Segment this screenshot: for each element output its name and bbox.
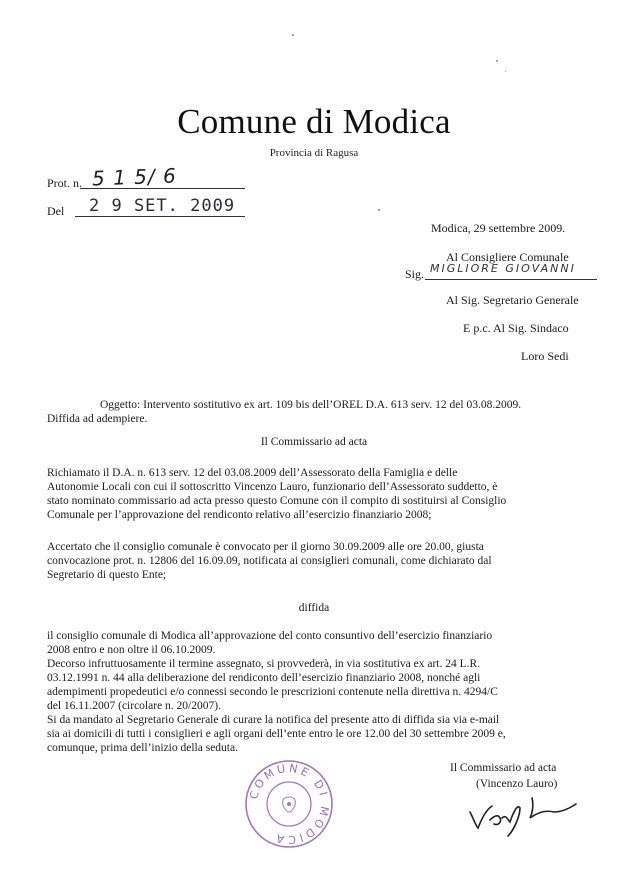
sig-label: Sig.: [405, 267, 425, 281]
oggetto-line: Oggetto: Intervento sostitutivo ex art. 109 bis dell’OREL D.A. 613 serv. 12 del 03.08.2009.: [100, 399, 522, 411]
paragraph-diffida: [47, 629, 587, 755]
text-line: 03.12.1991 n. 44 alla deliberazione del rendiconto dell’esercizio finanziario 2008, nonché agli: [47, 672, 481, 684]
text-line: stato nominato commissario ad acta presso questo Comune con il compito di sostituirsi al Consiglio: [47, 495, 507, 507]
text-line: Accertato che il consiglio comunale è convocato per il giorno 30.09.2009 alle ore 20.00, giusta: [47, 541, 484, 553]
text-line: Autonomie Locali con cui il sottoscritto Vincenzo Lauro, funzionario dell’Assessorato suddetto, è: [47, 481, 498, 493]
text-line: adempimenti propedeutici e/o connessi secondo le prescrizioni contenute nella direttiva n. 4294/C: [47, 686, 498, 698]
signature-name: (Vincenzo Lauro): [476, 778, 558, 790]
scan-speck: [496, 60, 498, 62]
recipient-sindaco: E p.c. Al Sig. Sindaco: [463, 321, 569, 335]
scan-speck: [378, 209, 380, 211]
recipient-consigliere: Al Consigliere Comunale: [446, 250, 569, 264]
recipient-segretario: Al Sig. Segretario Generale: [446, 293, 579, 307]
text-line: Decorso infruttuosamente il termine assegnato, si provvederà, in via sostitutiva ex art. 24 L.R.: [47, 658, 481, 670]
scan-speck: [292, 34, 294, 36]
text-line: il consiglio comunale di Modica all’approvazione del conto consuntivo dell’esercizio finanziario: [47, 630, 493, 642]
del-label: Del: [47, 204, 65, 218]
heading-commissario: Il Commissario ad acta: [260, 436, 368, 448]
sig-name-handwritten: MIGLIORE GIOVANNI: [430, 262, 576, 275]
signature-role: Il Commissario ad acta: [450, 762, 557, 774]
text-line: Segretario di questo Ente;: [47, 569, 167, 581]
oggetto-block: [47, 398, 587, 426]
seal-text: COMUNE DI MODICA: [247, 761, 332, 847]
heading-diffida: diffida: [298, 602, 330, 614]
scan-speck: [505, 71, 506, 72]
text-line: Comunale per l’approvazione del rendiconto relativo all’esercizio finanziario 2008;: [47, 509, 432, 521]
prot-number-handwritten: 5 1 5/ 6: [91, 163, 178, 191]
province-subtitle: Provincia di Ragusa: [269, 147, 359, 159]
handwritten-signature: [462, 790, 582, 840]
text-line: sia ai domicili di tutti i consiglieri e agli organi dell’ente entro le ore 12.00 del 30 settembre 2009 e,: [47, 728, 506, 740]
place-date: Modica, 29 settembre 2009.: [431, 221, 566, 235]
sig-underline: [425, 279, 597, 280]
text-line: Richiamato il D.A. n. 613 serv. 12 del 03.08.2009 dell’Assessorato della Famiglia e delle: [47, 467, 458, 479]
prot-label: Prot. n.: [47, 176, 83, 190]
municipality-title: Comune di Modica: [177, 102, 451, 141]
text-line: Si da mandato al Segretario Generale di curare la notifica del presente atto di diffida sia via e-mail: [47, 714, 500, 726]
text-line: 2008 entro e non oltre il 06.10.2009.: [47, 644, 216, 656]
paragraph-accertato: [47, 540, 582, 582]
text-line: convocazione prot. n. 12806 del 16.09.09, notificata ai consiglieri comunali, come dichiarato dal: [47, 555, 492, 567]
text-line: comunque, prima dell’inizio della seduta.: [47, 742, 238, 754]
paragraph-richiamato: [47, 466, 582, 522]
text-line: del 16.11.2007 (circolare n. 20/2007).: [47, 700, 221, 712]
del-date-stamped: 2 9 SET. 2009: [89, 196, 236, 216]
oggetto-line: Diffida ad adempiere.: [47, 413, 148, 425]
municipal-seal-stamp: [243, 758, 335, 850]
recipient-loro-sedi: Loro Sedi: [521, 349, 569, 363]
del-underline: [75, 216, 245, 217]
